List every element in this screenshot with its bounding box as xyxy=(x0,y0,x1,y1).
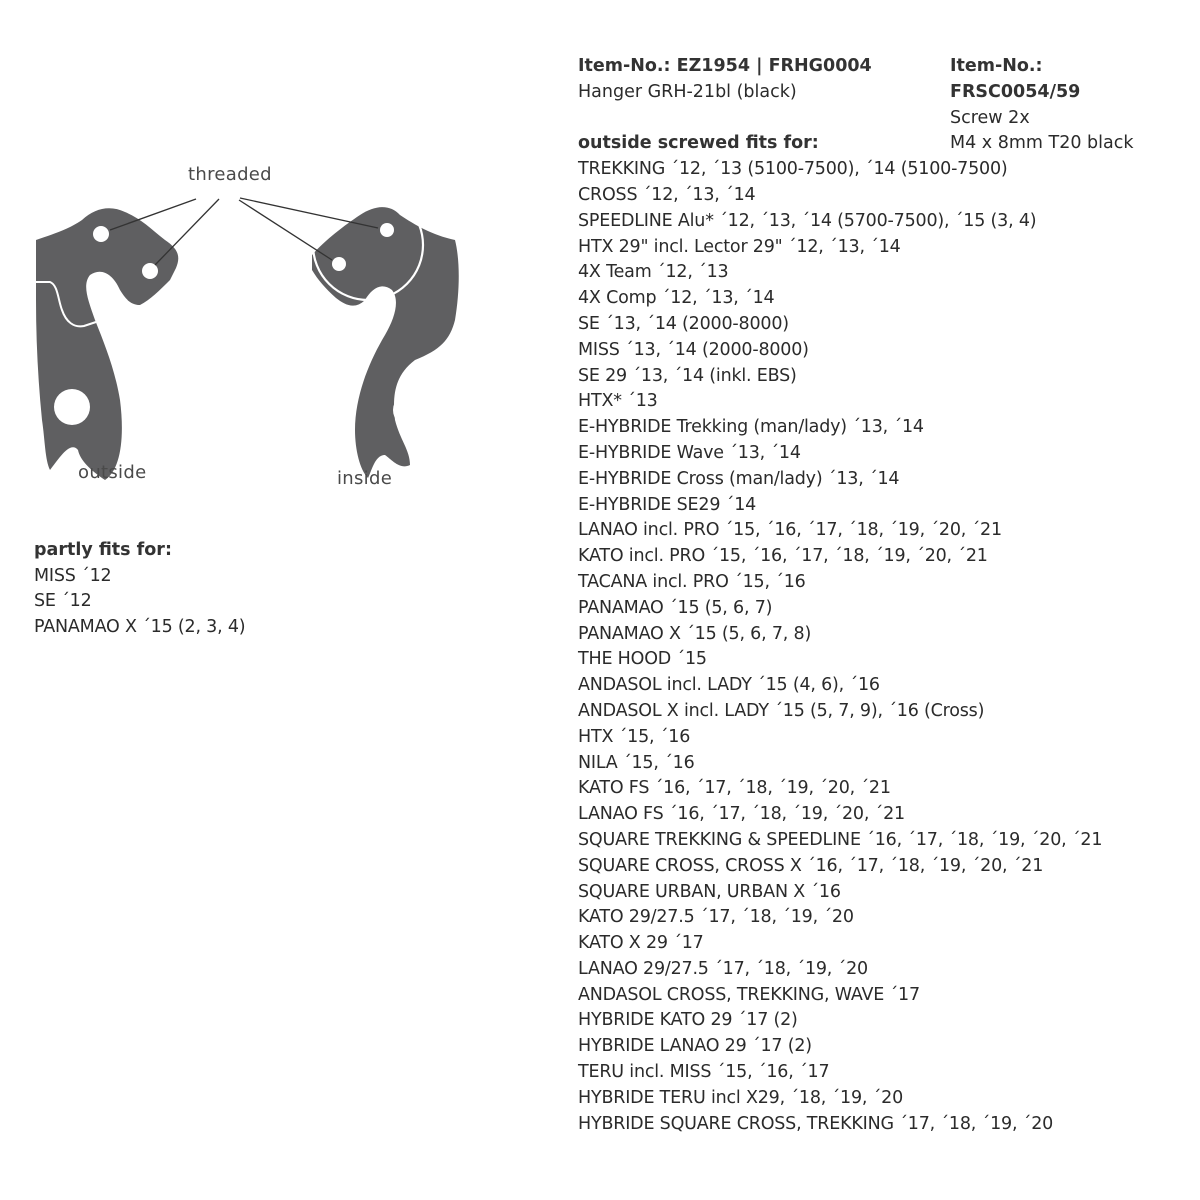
outside-label: outside xyxy=(78,462,147,483)
list-item: E-HYBRIDE SE29 ´14 xyxy=(578,494,757,515)
list-item: HYBRIDE SQUARE CROSS, TREKKING ´17, ´18, ´19, ´20 xyxy=(578,1113,1054,1134)
list-item: NILA ´15, ´16 xyxy=(578,752,695,773)
list-item: TERU incl. MISS ´15, ´16, ´17 xyxy=(578,1062,830,1083)
list-item: LANAO incl. PRO ´15, ´16, ´17, ´18, ´19, ´20, ´21 xyxy=(578,520,1002,541)
list-item: ANDASOL incl. LADY ´15 (4, 6), ´16 xyxy=(578,675,880,696)
screw-info xyxy=(950,54,1178,157)
hanger-diagram xyxy=(0,150,480,510)
list-item: MISS ´13, ´14 (2000-8000) xyxy=(578,339,809,360)
list-item: SE ´12 xyxy=(34,591,92,611)
list-item: TREKKING ´12, ´13 (5100-7500), ´14 (5100-7500) xyxy=(578,159,1008,180)
hanger-info xyxy=(578,54,872,106)
list-item: ANDASOL X incl. LADY ´15 (5, 7, 9), ´16 (Cross) xyxy=(578,700,985,721)
partly-fits-list xyxy=(34,564,245,641)
list-item: HTX 29" incl. Lector 29" ´12, ´13, ´14 xyxy=(578,236,901,257)
screw-item-number: Item-No.: FRSC0054/59 xyxy=(950,56,1081,102)
list-item: PANAMAO ´15 (5, 6, 7) xyxy=(578,597,773,618)
fit-list-section xyxy=(578,54,1178,1137)
list-item: 4X Comp ´12, ´13, ´14 xyxy=(578,288,775,309)
list-item: MISS ´12 xyxy=(34,565,112,586)
list-item: CROSS ´12, ´13, ´14 xyxy=(578,184,756,205)
list-item: KATO 29/27.5 ´17, ´18, ´19, ´20 xyxy=(578,907,854,928)
screw-description-line2: M4 x 8mm T20 black xyxy=(950,133,1134,154)
list-item: PANAMAO X ´15 (5, 6, 7, 8) xyxy=(578,623,812,644)
hanger-description: Hanger GRH-21bl (black) xyxy=(578,81,797,102)
list-item: SE ´13, ´14 (2000-8000) xyxy=(578,313,789,334)
fits-list xyxy=(578,157,1178,1137)
list-item: SPEEDLINE Alu* ´12, ´13, ´14 (5700-7500), ´15 (3, 4) xyxy=(578,210,1037,231)
threaded-label: threaded xyxy=(188,164,272,185)
inside-label: inside xyxy=(337,468,393,489)
partly-fits-section xyxy=(34,538,245,640)
outside-hanger-shape xyxy=(36,208,178,480)
list-item: HTX ´15, ´16 xyxy=(578,726,691,747)
list-item: E-HYBRIDE Trekking (man/lady) ´13, ´14 xyxy=(578,417,924,438)
screw-description-line1: Screw 2x xyxy=(950,107,1030,128)
list-item: KATO incl. PRO ´15, ´16, ´17, ´18, ´19, ´20, ´21 xyxy=(578,546,988,567)
partly-fits-heading: partly fits for: xyxy=(34,540,172,560)
inside-hanger-shape xyxy=(312,207,459,478)
list-item: THE HOOD ´15 xyxy=(578,649,707,670)
hanger-drawing-icon xyxy=(0,150,480,510)
hanger-item-number: Item-No.: EZ1954 | FRHG0004 xyxy=(578,56,872,76)
list-item: HTX* ´13 xyxy=(578,391,658,412)
list-item: SQUARE CROSS, CROSS X ´16, ´17, ´18, ´19, ´20, ´21 xyxy=(578,855,1044,876)
list-item: KATO X 29 ´17 xyxy=(578,933,704,954)
list-item: KATO FS ´16, ´17, ´18, ´19, ´20, ´21 xyxy=(578,778,891,799)
list-item: LANAO FS ´16, ´17, ´18, ´19, ´20, ´21 xyxy=(578,804,905,825)
list-item: SQUARE TREKKING & SPEEDLINE ´16, ´17, ´18, ´19, ´20, ´21 xyxy=(578,829,1103,850)
fits-heading: outside screwed fits for: xyxy=(578,133,819,154)
list-item: 4X Team ´12, ´13 xyxy=(578,262,729,283)
list-item: ANDASOL CROSS, TREKKING, WAVE ´17 xyxy=(578,984,920,1005)
list-item: LANAO 29/27.5 ´17, ´18, ´19, ´20 xyxy=(578,958,868,979)
list-item: E-HYBRIDE Cross (man/lady) ´13, ´14 xyxy=(578,468,900,489)
list-item: E-HYBRIDE Wave ´13, ´14 xyxy=(578,442,801,463)
list-item: PANAMAO X ´15 (2, 3, 4) xyxy=(34,616,246,637)
list-item: HYBRIDE KATO 29 ´17 (2) xyxy=(578,1010,798,1031)
list-item: TACANA incl. PRO ´15, ´16 xyxy=(578,571,806,592)
list-item: HYBRIDE TERU incl X29, ´18, ´19, ´20 xyxy=(578,1087,904,1108)
list-item: SE 29 ´13, ´14 (inkl. EBS) xyxy=(578,365,797,386)
list-item: SQUARE URBAN, URBAN X ´16 xyxy=(578,881,841,902)
list-item: HYBRIDE LANAO 29 ´17 (2) xyxy=(578,1036,812,1057)
